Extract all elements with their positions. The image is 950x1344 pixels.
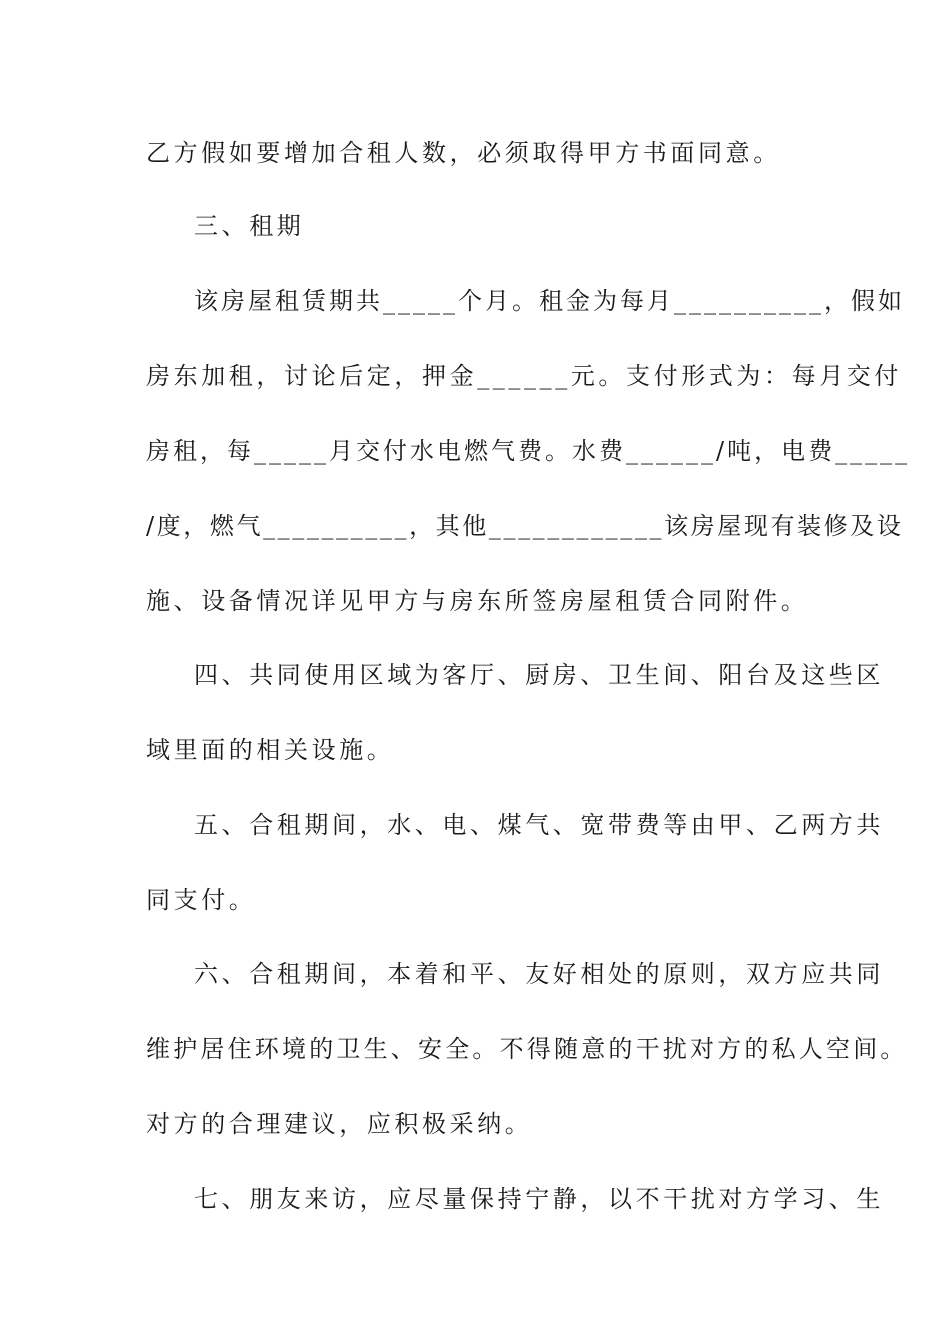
text-line: 乙方假如要增加合租人数，必须取得甲方书面同意。: [146, 139, 781, 167]
text-line: 房东加租，讨论后定，押金______元。支付形式为：每月交付: [146, 362, 902, 390]
text-line: 五、合租期间，水、电、煤气、宽带费等由甲、乙两方共: [194, 811, 884, 839]
text-line: 域里面的相关设施。: [146, 736, 395, 764]
section-heading: 三、租期: [194, 212, 305, 240]
text-line: 四、共同使用区域为客厅、厨房、卫生间、阳台及这些区: [194, 661, 884, 689]
text-line: /度，燃气__________，其他____________该房屋现有装修及设: [146, 512, 904, 540]
text-line: 房租，每_____月交付水电燃气费。水费______/吨，电费_____: [146, 437, 911, 465]
text-line: 六、合租期间，本着和平、友好相处的原则，双方应共同: [194, 960, 884, 988]
text-line: 对方的合理建议，应积极采纳。: [146, 1110, 533, 1138]
text-line: 七、朋友来访，应尽量保持宁静，以不干扰对方学习、生: [194, 1185, 884, 1213]
text-line: 该房屋租赁期共_____个月。租金为每月__________，假如: [194, 287, 905, 315]
text-line: 同支付。: [146, 886, 257, 914]
text-line: 维护居住环境的卫生、安全。不得随意的干扰对方的私人空间。: [146, 1035, 908, 1063]
text-line: 施、设备情况详见甲方与房东所签房屋租赁合同附件。: [146, 587, 809, 615]
